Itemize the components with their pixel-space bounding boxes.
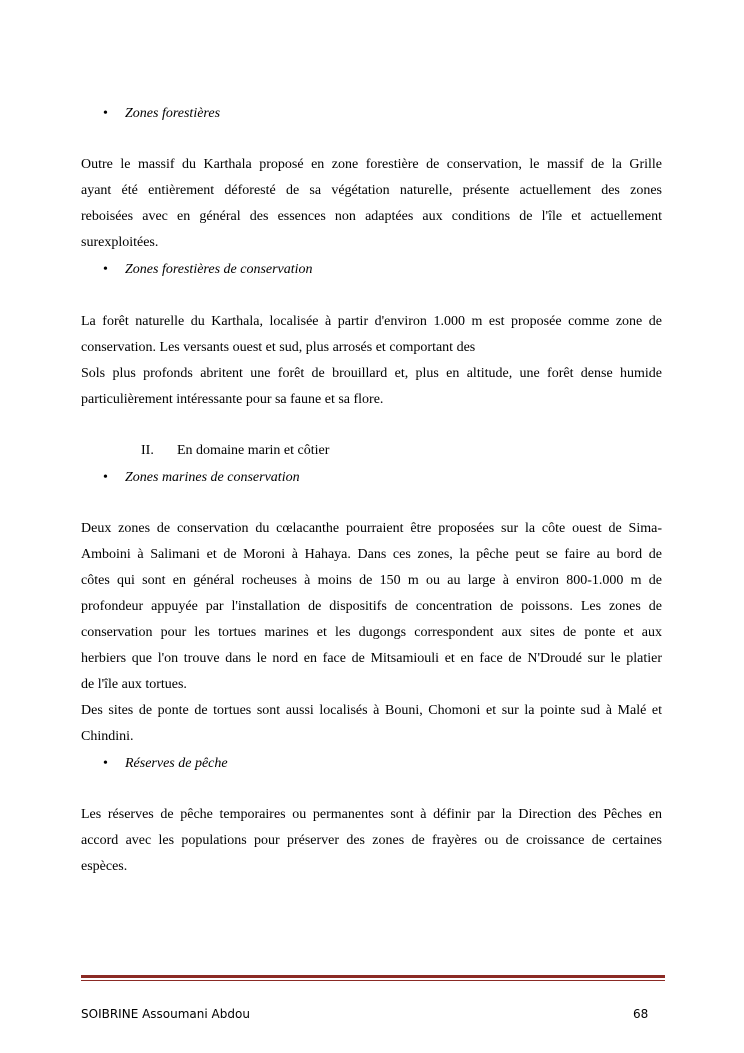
bullet-icon: • xyxy=(103,106,108,121)
heading-title: En domaine marin et côtier xyxy=(177,443,330,458)
paragraph-line: conservation. Les versants ouest et sud, plus arrosés et comportant des xyxy=(81,340,476,355)
bullet-zones-forestieres xyxy=(103,106,220,122)
paragraph-line: profondeur appuyée par l'installation de dispositifs de concentration de poissons. Les zones de xyxy=(81,599,662,614)
paragraph-line: Chindini. xyxy=(81,729,134,744)
paragraph-line: Outre le massif du Karthala proposé en zone forestière de conservation, le massif de la Grille xyxy=(81,157,662,172)
paragraph-line: herbiers que l'on trouve dans le nord en face de Mitsamiouli et en face de N'Droudé sur le platier xyxy=(81,651,662,666)
paragraph-line: conservation pour les tortues marines et les dugongs correspondent aux sites de ponte et aux xyxy=(81,625,662,640)
footer-rule xyxy=(81,975,665,978)
bullet-reserves-de-peche xyxy=(103,756,228,772)
paragraph-zones-forestieres xyxy=(81,152,662,256)
paragraph-line: surexploitées. xyxy=(81,235,159,250)
section-heading-ii xyxy=(141,443,329,459)
bullet-icon: • xyxy=(103,262,108,277)
paragraph-line: ayant été entièrement déforesté de sa végétation naturelle, présente actuellement des zones xyxy=(81,183,662,198)
paragraph-zones-marines-conservation xyxy=(81,516,662,750)
paragraph-reserves-de-peche xyxy=(81,802,662,880)
paragraph-line: Les réserves de pêche temporaires ou permanentes sont à définir par la Direction des Pêches en xyxy=(81,807,662,822)
bullet-label: Zones marines de conservation xyxy=(125,470,300,485)
bullet-label: Zones forestières de conservation xyxy=(125,262,313,277)
paragraph-line: Amboini à Salimani et de Moroni à Hahaya. Dans ces zones, la pêche peut se faire au bord de xyxy=(81,547,662,562)
bullet-label: Réserves de pêche xyxy=(125,756,228,771)
bullet-icon: • xyxy=(103,470,108,485)
paragraph-line: Deux zones de conservation du cœlacanthe pourraient être proposées sur la côte ouest de Sima- xyxy=(81,521,662,536)
footer-author: SOIBRINE Assoumani Abdou xyxy=(81,1007,250,1021)
paragraph-line: Des sites de ponte de tortues sont aussi localisés à Bouni, Chomoni et sur la pointe sud à Malé et xyxy=(81,703,662,718)
paragraph-zones-forestieres-conservation xyxy=(81,309,662,413)
bullet-label: Zones forestières xyxy=(125,106,221,121)
heading-number: II. xyxy=(141,443,154,458)
bullet-zones-marines-conservation xyxy=(103,470,300,486)
paragraph-line: côtes qui sont en général rocheuses à moins de 150 m ou au large à environ 800-1.000 m de xyxy=(81,573,662,588)
paragraph-line: espèces. xyxy=(81,859,128,874)
bullet-icon: • xyxy=(103,756,108,771)
paragraph-line: de l'île aux tortues. xyxy=(81,677,187,692)
paragraph-line: accord avec les populations pour préserver des zones de frayères ou de croissance de certaines xyxy=(81,833,662,848)
bullet-zones-forestieres-conservation xyxy=(103,262,313,278)
paragraph-line: particulièrement intéressante pour sa faune et sa flore. xyxy=(81,392,384,407)
paragraph-line: reboisées avec en général des essences non adaptées aux conditions de l'île et actuellement xyxy=(81,209,662,224)
footer-rule-thin xyxy=(81,980,665,981)
page-number: 68 xyxy=(633,1007,649,1021)
paragraph-line: Sols plus profonds abritent une forêt de brouillard et, plus en altitude, une forêt dense humide xyxy=(81,366,662,381)
paragraph-line: La forêt naturelle du Karthala, localisée à partir d'environ 1.000 m est proposée comme zone de xyxy=(81,314,662,329)
